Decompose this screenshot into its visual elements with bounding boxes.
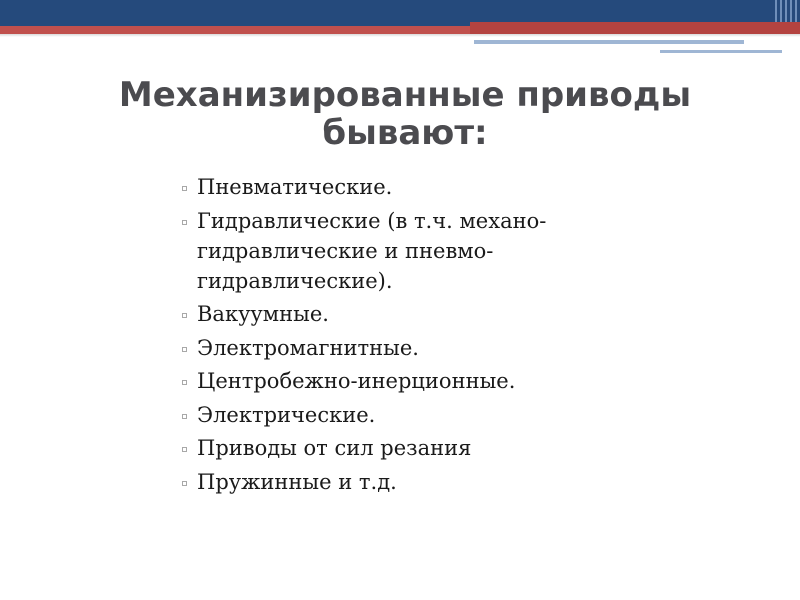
list-item-text: Электромагнитные. [197,335,419,360]
list-item-text: Пружинные и т.д. [197,469,397,494]
square-bullet-icon [182,313,187,318]
square-bullet-icon [182,481,187,486]
list-item-text: Электрические. [197,402,376,427]
list-item [182,206,622,296]
square-bullet-icon [182,414,187,419]
list-item [182,333,622,363]
square-bullet-icon [182,447,187,452]
header-light-line-short [660,50,782,53]
list-item-text: Вакуумные. [197,302,329,326]
square-bullet-icon [182,220,187,225]
header-shadow [0,34,800,37]
list-item-text: Центробежно-инерционные. [197,369,516,393]
square-bullet-icon [182,347,187,352]
list-item-text: Пневматические. [197,175,393,199]
square-bullet-icon [182,380,187,385]
list-item [182,172,622,202]
header-red-accent [470,22,800,34]
list-item [182,467,622,497]
list-item [182,433,622,463]
header-light-line [474,40,744,44]
list-item [182,299,622,329]
list-item-text: Гидравлические (в т.ч. механо-гидравлические и пневмо-гидравлические). [197,208,547,293]
list-item-text: Приводы от сил резания [197,436,472,460]
slide-title: Механизированные приводы бывают: [118,75,692,153]
square-bullet-icon [182,186,187,191]
list-item [182,400,622,430]
list-item [182,366,622,396]
bullet-list [182,172,622,500]
